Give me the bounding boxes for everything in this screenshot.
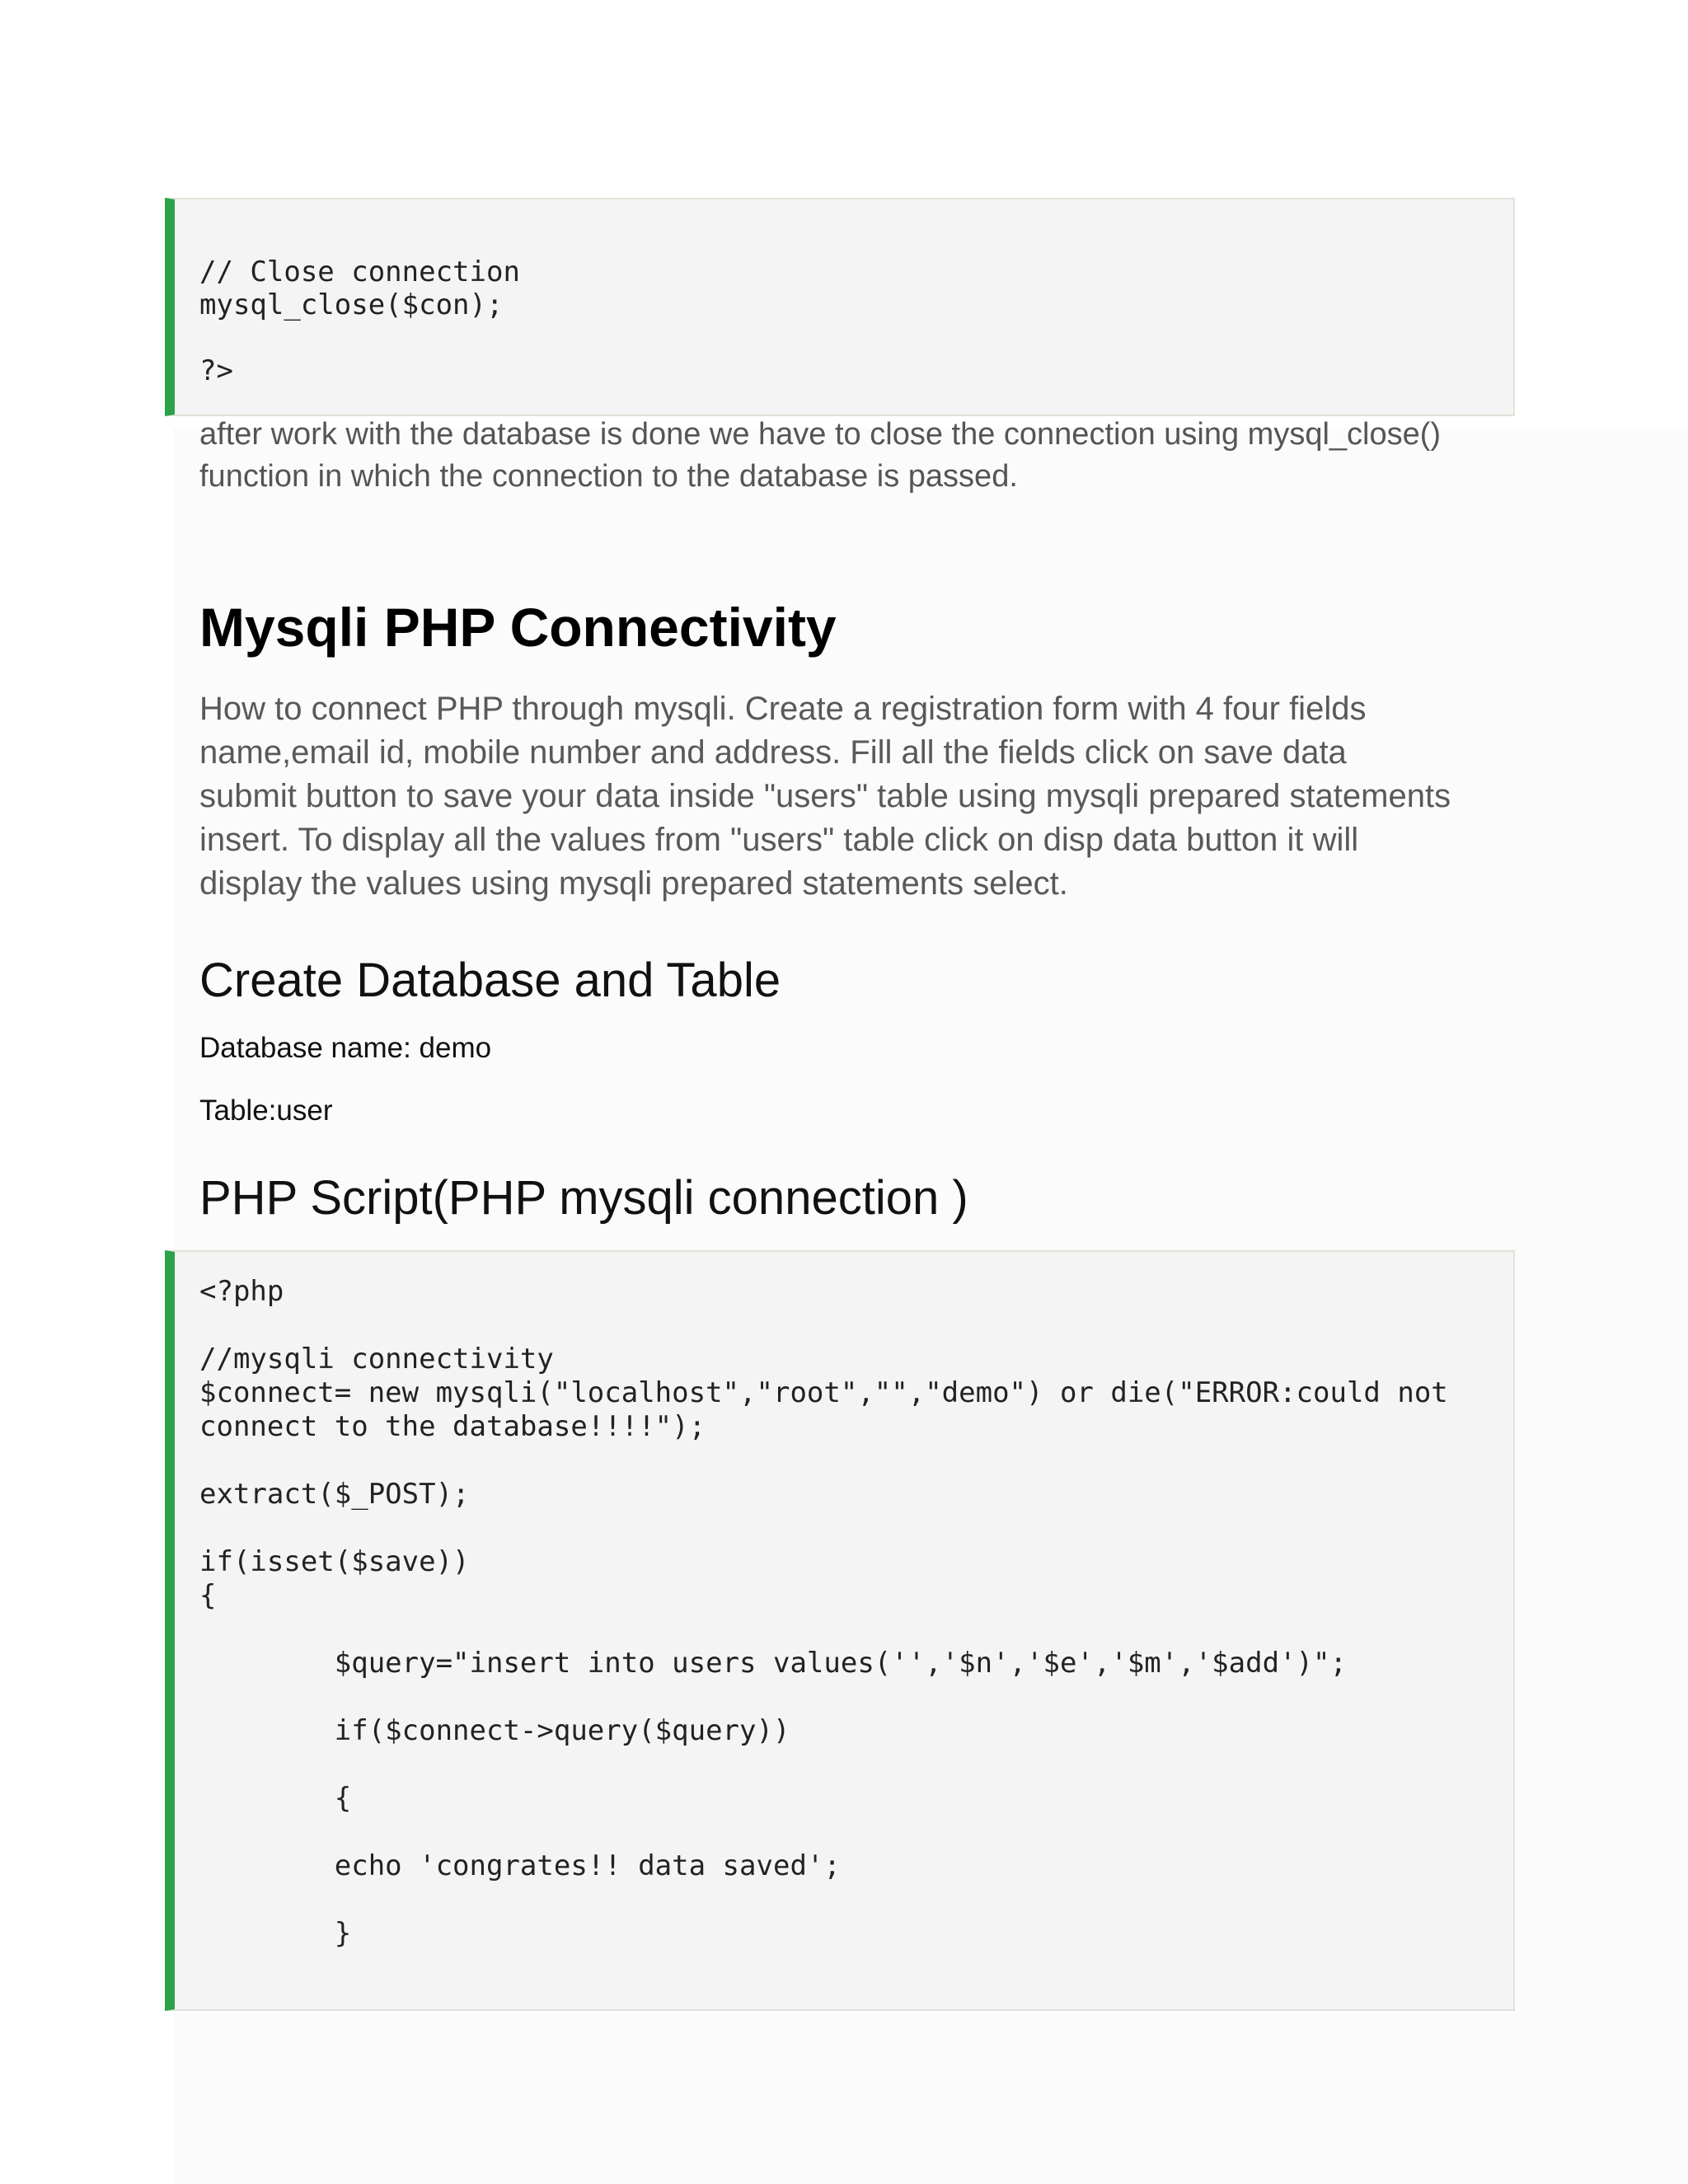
database-name-text: Database name: demo [199, 1032, 492, 1064]
code-text: // Close connection mysql_close($con); ?> [199, 255, 520, 387]
code-block-php-script [165, 1250, 1515, 2011]
code-block-close-connection [165, 198, 1515, 416]
table-name-text: Table:user [199, 1094, 333, 1127]
section-heading-mysqli: Mysqli PHP Connectivity [199, 597, 837, 658]
mysqli-intro-paragraph: How to connect PHP through mysqli. Create a registration form with 4 four fields name,email id, mobile number and address. Fill all the fields click on save data submit button to save your data inside "users" table using mysqli prepared statements insert. To display all the values from "users" table click on disp data button it will display the values using mysqli prepared statements select. [199, 691, 1451, 902]
section-heading-php-script: PHP Script(PHP mysqli connection ) [199, 1171, 968, 1225]
code-text: <?php //mysqli connectivity $connect= new mysqli("localhost","root","","demo") or die("ERROR:could not connect to the database!!!!"); extract($_POST); if(isset($save)) { $query="insert into users values('','$n','$e','$m','$add')"; if($connect->query($query)) { echo 'congrates!! data saved'; } [199, 1275, 1448, 1950]
close-connection-description: after work with the database is done we have to close the connection using mysql_close() function in which the connection to the database is passed. [199, 417, 1442, 494]
section-heading-create-database: Create Database and Table [199, 954, 781, 1007]
